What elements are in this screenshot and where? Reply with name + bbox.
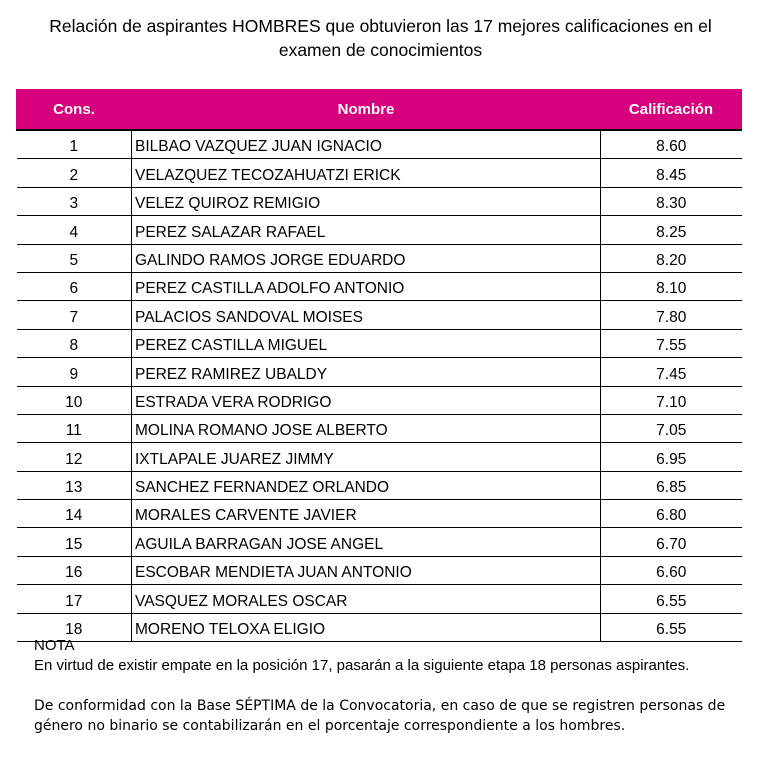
row-cons: 6	[17, 272, 132, 300]
row-nombre: MORALES CARVENTE JAVIER	[132, 500, 601, 528]
row-nombre: ESCOBAR MENDIETA JUAN ANTONIO	[132, 556, 601, 584]
row-cons: 4	[17, 216, 132, 244]
row-calificacion: 8.60	[601, 130, 742, 159]
page-title	[20, 14, 741, 62]
row-calificacion: 7.45	[601, 358, 742, 386]
row-nombre: IXTLAPALE JUAREZ JIMMY	[132, 443, 601, 471]
table-row	[17, 159, 742, 187]
table-row	[17, 301, 742, 329]
row-nombre: PEREZ SALAZAR RAFAEL	[132, 216, 601, 244]
table-row	[17, 386, 742, 414]
row-calificacion: 6.60	[601, 556, 742, 584]
row-nombre: MOLINA ROMANO JOSE ALBERTO	[132, 414, 601, 442]
row-nombre: PALACIOS SANDOVAL MOISES	[132, 301, 601, 329]
row-cons: 14	[17, 500, 132, 528]
row-cons: 10	[17, 386, 132, 414]
note-nonbinary-text: De conformidad con la Base SÉPTIMA de la Convocatoria, en caso de que se registren personas de género no binario se contabilizarán en el porcentaje correspondiente a los hombres.	[34, 698, 726, 734]
table-row	[17, 216, 742, 244]
header-cons: Cons.	[17, 89, 132, 130]
row-cons: 5	[17, 244, 132, 272]
table-row	[17, 528, 742, 556]
row-calificacion: 7.55	[601, 329, 742, 357]
results-table	[16, 89, 742, 642]
table-row	[17, 130, 742, 159]
title-line-1: Relación de aspirantes HOMBRES que obtuvieron las 17 mejores calificaciones en el	[49, 16, 712, 36]
row-nombre: BILBAO VAZQUEZ JUAN IGNACIO	[132, 130, 601, 159]
table-header-row	[17, 89, 742, 130]
row-calificacion: 8.25	[601, 216, 742, 244]
row-calificacion: 6.70	[601, 528, 742, 556]
row-cons: 7	[17, 301, 132, 329]
note-tie-text: En virtud de existir empate en la posición 17, pasarán a la siguiente etapa 18 personas aspirantes.	[34, 657, 690, 674]
table-row	[17, 414, 742, 442]
table-row	[17, 471, 742, 499]
row-cons: 2	[17, 159, 132, 187]
row-nombre: VASQUEZ MORALES OSCAR	[132, 585, 601, 613]
table-row	[17, 272, 742, 300]
row-calificacion: 8.20	[601, 244, 742, 272]
row-nombre: VELAZQUEZ TECOZAHUATZI ERICK	[132, 159, 601, 187]
row-cons: 1	[17, 130, 132, 159]
table-row	[17, 556, 742, 584]
row-cons: 12	[17, 443, 132, 471]
row-nombre: PEREZ CASTILLA ADOLFO ANTONIO	[132, 272, 601, 300]
table-row	[17, 329, 742, 357]
title-line-2: examen de conocimientos	[278, 40, 483, 60]
table-row	[17, 187, 742, 215]
row-nombre: GALINDO RAMOS JORGE EDUARDO	[132, 244, 601, 272]
header-calificacion: Calificación	[601, 89, 742, 130]
row-cons: 3	[17, 187, 132, 215]
row-nombre: VELEZ QUIROZ REMIGIO	[132, 187, 601, 215]
row-calificacion: 6.80	[601, 500, 742, 528]
row-cons: 17	[17, 585, 132, 613]
header-nombre: Nombre	[132, 89, 601, 130]
note-heading: NOTA	[34, 637, 75, 654]
table-row	[17, 500, 742, 528]
table-row	[17, 443, 742, 471]
row-calificacion: 7.80	[601, 301, 742, 329]
row-calificacion: 7.10	[601, 386, 742, 414]
row-nombre: AGUILA BARRAGAN JOSE ANGEL	[132, 528, 601, 556]
table-row	[17, 358, 742, 386]
row-calificacion: 7.05	[601, 414, 742, 442]
table-body	[17, 130, 742, 642]
row-cons: 11	[17, 414, 132, 442]
table-row	[17, 244, 742, 272]
row-calificacion: 6.95	[601, 443, 742, 471]
notes-section	[34, 636, 734, 736]
row-nombre: PEREZ RAMIREZ UBALDY	[132, 358, 601, 386]
row-nombre: PEREZ CASTILLA MIGUEL	[132, 329, 601, 357]
row-calificacion: 8.45	[601, 159, 742, 187]
row-calificacion: 6.55	[601, 585, 742, 613]
row-cons: 15	[17, 528, 132, 556]
row-calificacion: 6.85	[601, 471, 742, 499]
row-cons: 13	[17, 471, 132, 499]
row-cons: 8	[17, 329, 132, 357]
row-calificacion: 6.55	[601, 613, 742, 641]
row-cons: 16	[17, 556, 132, 584]
row-cons: 9	[17, 358, 132, 386]
row-calificacion: 8.10	[601, 272, 742, 300]
row-nombre: SANCHEZ FERNANDEZ ORLANDO	[132, 471, 601, 499]
row-nombre: ESTRADA VERA RODRIGO	[132, 386, 601, 414]
row-cons: 18	[17, 613, 132, 641]
row-calificacion: 8.30	[601, 187, 742, 215]
table-row	[17, 585, 742, 613]
row-nombre: MORENO TELOXA ELIGIO	[132, 613, 601, 641]
